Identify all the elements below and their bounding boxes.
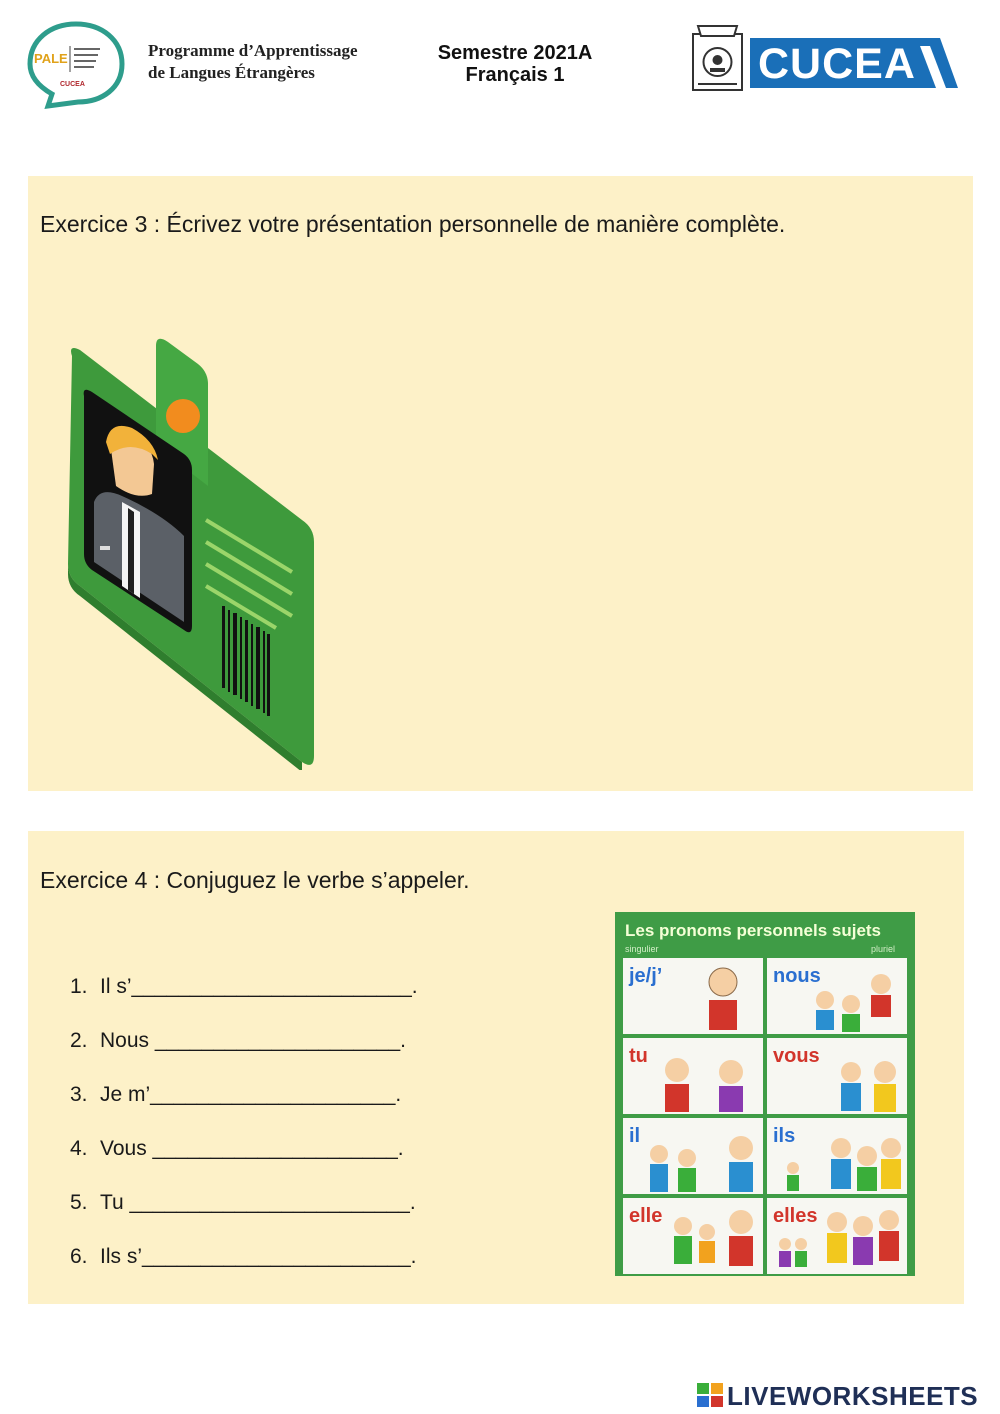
item-number: 6. bbox=[70, 1245, 88, 1268]
conjugation-item[interactable] bbox=[70, 1029, 406, 1053]
conjugation-item[interactable] bbox=[70, 1137, 404, 1161]
item-text: Vous _____________________. bbox=[100, 1137, 404, 1160]
item-number: 2. bbox=[70, 1029, 88, 1052]
course-label: Français 1 bbox=[465, 64, 565, 86]
item-number: 4. bbox=[70, 1137, 88, 1160]
item-number: 1. bbox=[70, 975, 88, 998]
pale-logo-text: PALE bbox=[34, 51, 68, 66]
conjugation-item[interactable] bbox=[70, 975, 418, 999]
item-text: Tu ________________________. bbox=[100, 1191, 416, 1214]
exercise-4-title: Exercice 4 : Conjuguez le verbe s’appeler. bbox=[40, 867, 470, 893]
pronoun-ils: ils bbox=[773, 1125, 796, 1147]
singular-label: singulier bbox=[625, 944, 659, 954]
chart-title: Les pronoms personnels sujets bbox=[625, 921, 882, 940]
pronoun-il: il bbox=[629, 1125, 641, 1147]
pronoun-je: je/j’ bbox=[629, 965, 663, 987]
item-text: Il s’________________________. bbox=[100, 975, 418, 998]
pronoun-elle: elle bbox=[629, 1205, 663, 1227]
pronoun-chart bbox=[615, 912, 915, 1276]
pale-logo-sub: CUCEA bbox=[60, 81, 85, 88]
conjugation-item[interactable] bbox=[70, 1245, 416, 1269]
program-name-line2: de Langues Étrangères bbox=[148, 63, 315, 82]
liveworksheets-brand: LIVEWORKSHEETS bbox=[727, 1381, 979, 1411]
item-text: Nous _____________________. bbox=[100, 1029, 406, 1052]
pronoun-vous: vous bbox=[773, 1045, 820, 1067]
plural-label: pluriel bbox=[871, 944, 896, 954]
cucea-logo bbox=[750, 38, 958, 88]
pronoun-nous: nous bbox=[773, 965, 821, 987]
pronoun-elles: elles bbox=[773, 1205, 818, 1227]
semester-label: Semestre 2021A bbox=[437, 42, 593, 64]
item-number: 5. bbox=[70, 1191, 88, 1214]
university-seal-icon bbox=[690, 24, 745, 92]
cucea-logo-text: CUCEA bbox=[758, 40, 916, 88]
pronoun-tu: tu bbox=[629, 1045, 648, 1067]
exercise-3-title: Exercice 3 : Écrivez votre présentation personnelle de manière complète. bbox=[40, 211, 786, 237]
conjugation-item[interactable] bbox=[70, 1083, 401, 1107]
item-text: Ils s’_______________________. bbox=[100, 1245, 417, 1268]
liveworksheets-icon bbox=[697, 1383, 725, 1409]
item-number: 3. bbox=[70, 1083, 88, 1106]
liveworksheets-logo[interactable] bbox=[697, 1381, 993, 1411]
conjugation-item[interactable] bbox=[70, 1191, 416, 1215]
program-name-line1: Programme d’Apprentissage bbox=[148, 41, 358, 60]
id-card-icon bbox=[66, 336, 318, 770]
item-text: Je m’_____________________. bbox=[100, 1083, 402, 1106]
pale-logo bbox=[26, 20, 126, 110]
